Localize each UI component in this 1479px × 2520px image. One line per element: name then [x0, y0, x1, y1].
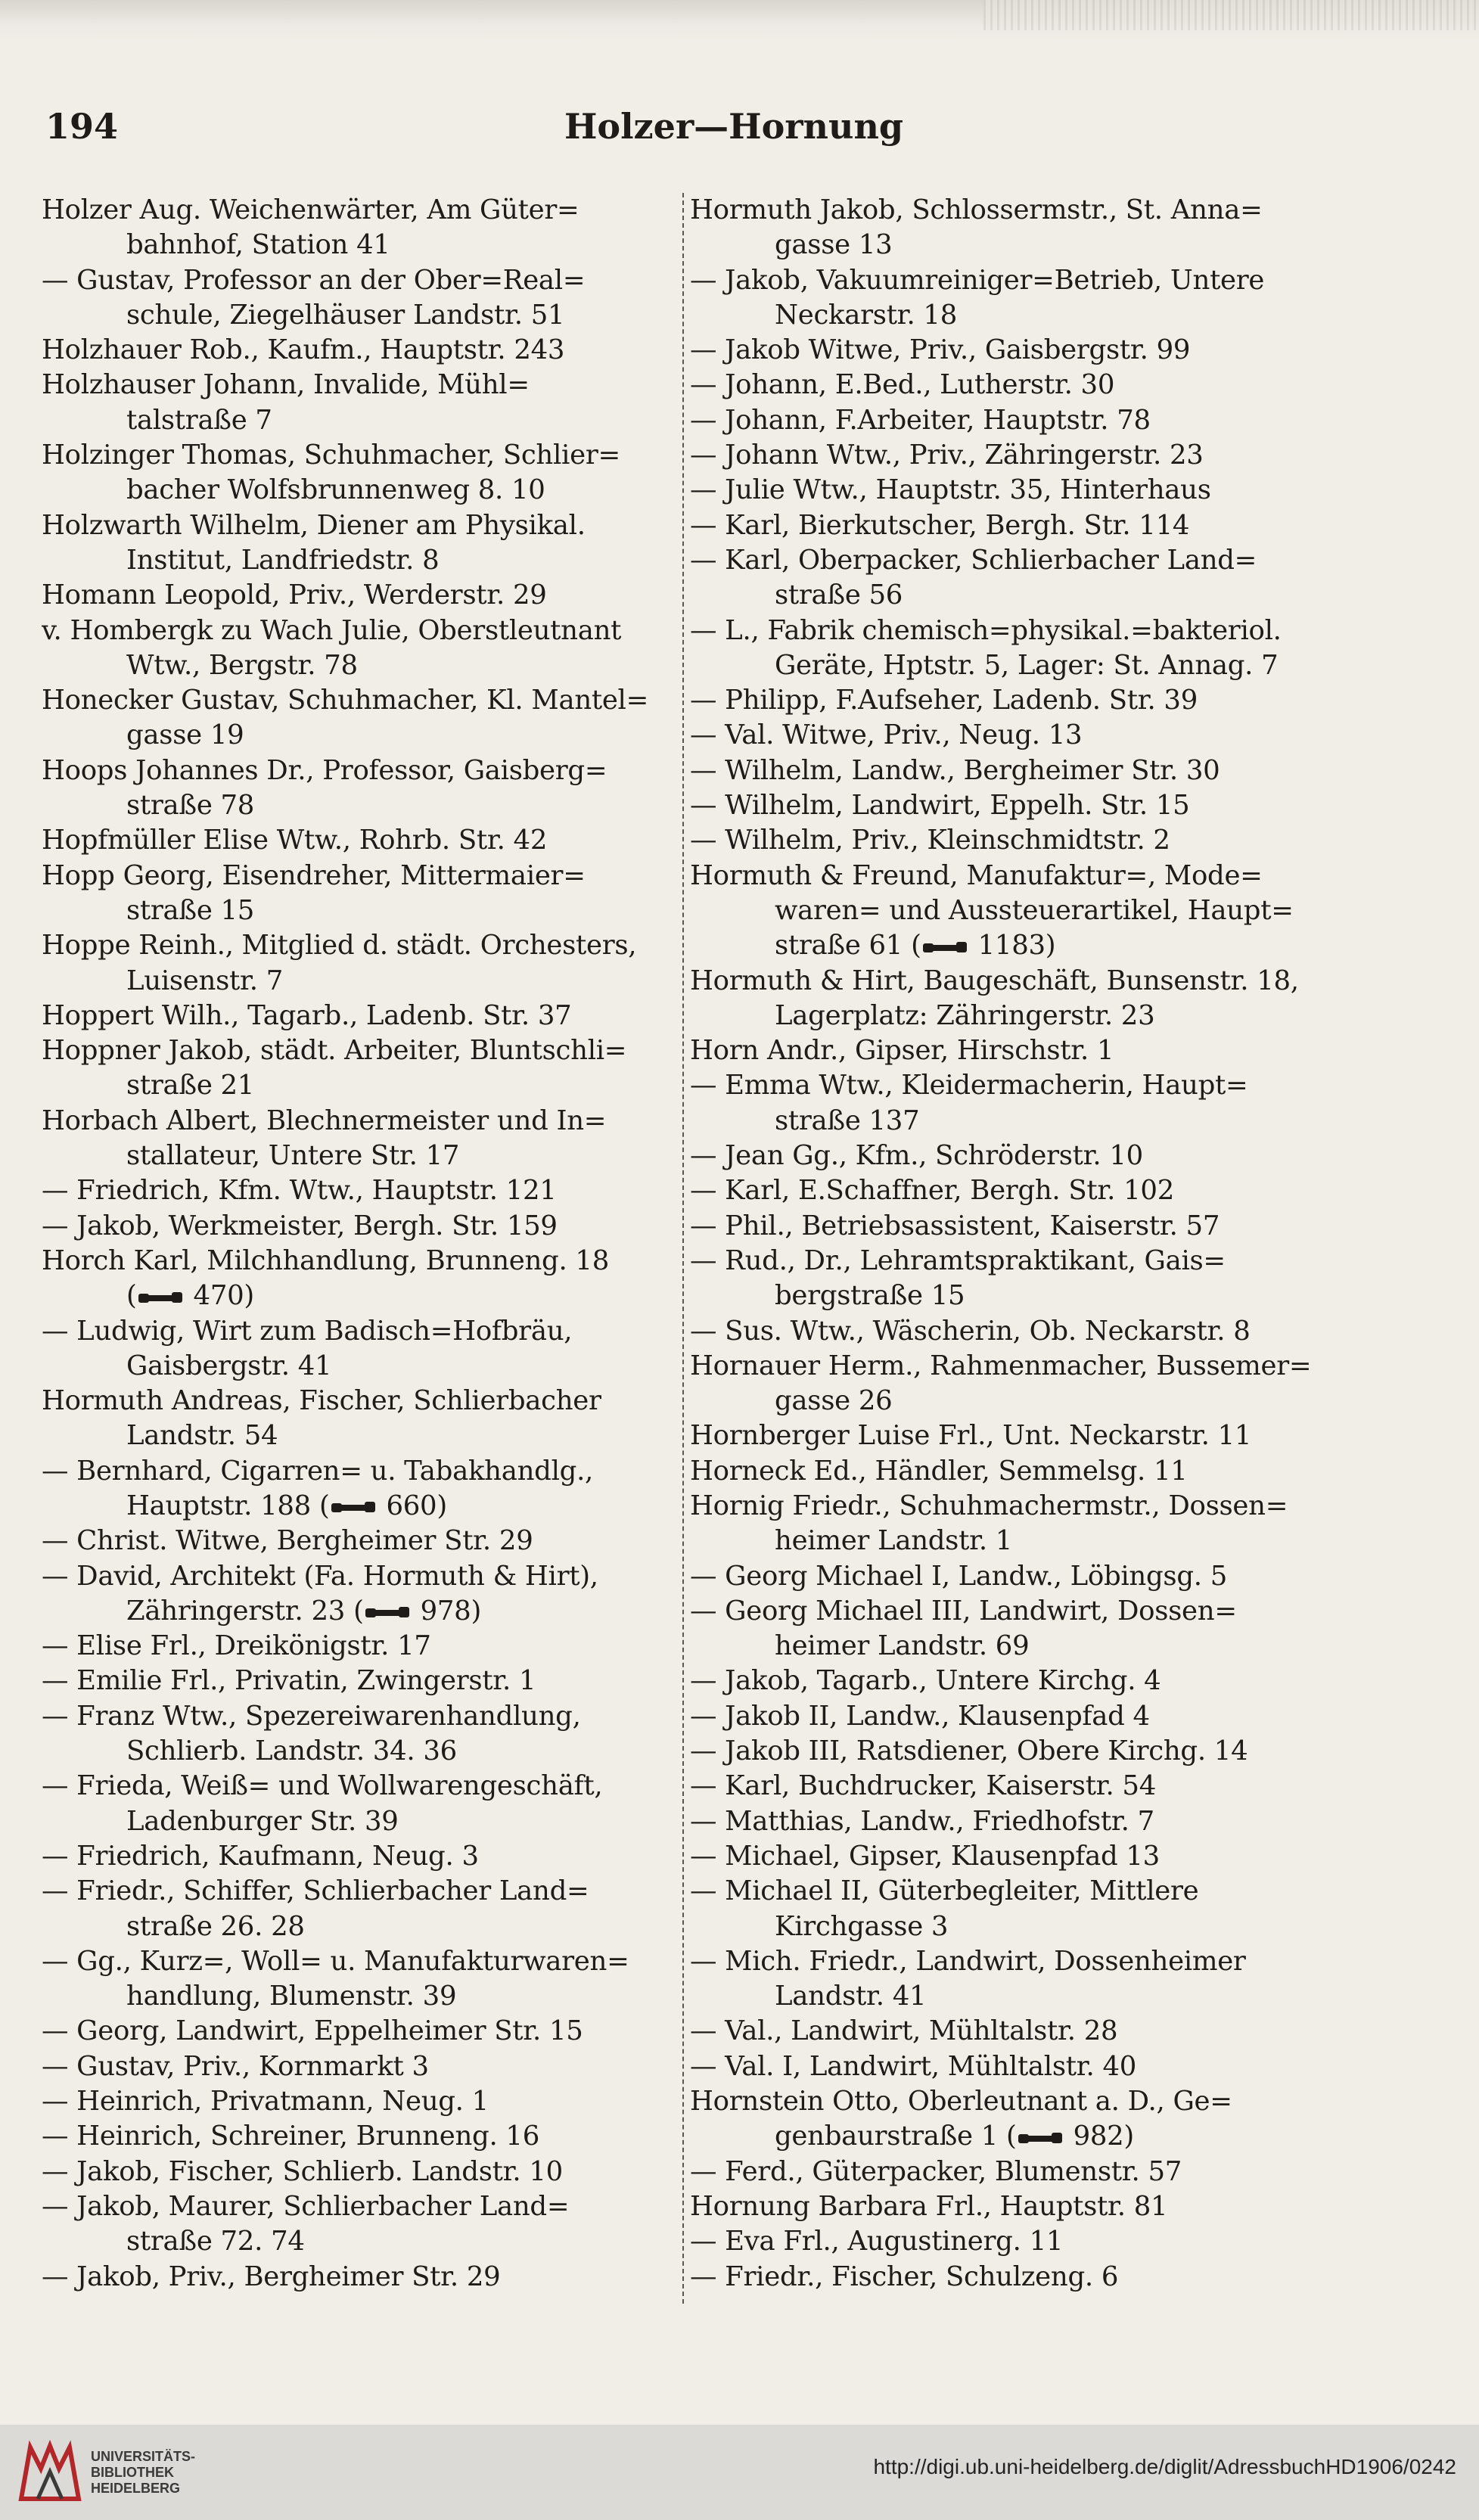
- entry-line: Honecker Gustav, Schuhmacher, Kl. Mantel=: [42, 685, 649, 716]
- directory-entry: [42, 1314, 677, 1384]
- directory-entry: [42, 1769, 677, 1839]
- directory-entry: [690, 754, 1341, 788]
- entry-continuation-line: gasse 13: [775, 229, 893, 261]
- entry-continuation-line: straße 56: [775, 580, 903, 611]
- directory-entry: [42, 508, 677, 579]
- entry-line: — Johann, F.Arbeiter, Hauptstr. 78: [690, 404, 1151, 436]
- entry-line: — Gustav, Priv., Kornmarkt 3: [42, 2050, 429, 2082]
- entry-continuation-line: straße 26. 28: [126, 1910, 305, 1942]
- directory-entry: [42, 2189, 677, 2260]
- entry-line: — Georg, Landwirt, Eppelheimer Str. 15: [42, 2015, 583, 2047]
- entry-line: — Karl, E.Schaffner, Bergh. Str. 102: [690, 1175, 1174, 1207]
- directory-entry: [42, 928, 677, 999]
- directory-entry: [690, 543, 1341, 614]
- entry-continuation-line: bacher Wolfsbrunnenweg 8. 10: [126, 474, 545, 506]
- entry-line: Hopfmüller Elise Wtw., Rohrb. Str. 42: [42, 825, 548, 856]
- entry-line: Hoppner Jakob, städt. Arbeiter, Bluntschli=: [42, 1035, 627, 1067]
- directory-entry: [690, 964, 1341, 1034]
- directory-entry: [42, 683, 677, 754]
- right-column: [690, 193, 1341, 2295]
- entry-line: — Frieda, Weiß= und Wollwarengeschäft,: [42, 1770, 603, 1802]
- directory-entry: [42, 2260, 677, 2295]
- library-name-line: HEIDELBERG: [91, 2481, 181, 2496]
- directory-entry: [690, 438, 1341, 473]
- entry-line: Horneck Ed., Händler, Semmelsg. 11: [690, 1455, 1188, 1487]
- directory-entry: [690, 1139, 1341, 1173]
- entry-line: Hormuth & Freund, Manufaktur=, Mode=: [690, 859, 1263, 891]
- directory-entry: [690, 1173, 1341, 1208]
- directory-entry: [690, 1944, 1341, 2015]
- entry-line: — Georg Michael I, Landw., Löbingsg. 5: [690, 1560, 1228, 1592]
- directory-entry: [42, 1173, 677, 1208]
- directory-entry: [690, 263, 1341, 334]
- directory-entry: [42, 1874, 677, 1944]
- directory-entry: [42, 1524, 677, 1558]
- entry-continuation-line: Landstr. 41: [775, 1981, 927, 2012]
- entry-line: Holzwarth Wilhelm, Diener am Physikal.: [42, 509, 586, 541]
- entry-line: — Heinrich, Privatmann, Neug. 1: [42, 2086, 489, 2118]
- entry-continuation-line: talstraße 7: [126, 404, 272, 436]
- page-number: 194: [45, 106, 119, 147]
- library-name: [91, 2449, 195, 2497]
- entry-line: — Mich. Friedr., Landwirt, Dossenheimer: [690, 1945, 1246, 1977]
- university-library-logo-icon: [15, 2438, 83, 2506]
- phone-number: 982): [1064, 2121, 1134, 2152]
- phone-number: 660): [378, 1490, 447, 1521]
- directory-entry: [42, 1454, 677, 1524]
- directory-entry: [42, 333, 677, 368]
- directory-entry: [690, 1874, 1341, 1944]
- entry-continuation-line: Schlierb. Landstr. 34. 36: [126, 1735, 457, 1767]
- entry-line: — Wilhelm, Landwirt, Eppelh. Str. 15: [690, 790, 1190, 822]
- entry-text: Zähringerstr. 23 (: [126, 1595, 364, 1627]
- telephone-receiver-icon: [364, 1603, 412, 1621]
- directory-entry: [690, 1209, 1341, 1244]
- running-title: Holzer—Hornung: [564, 106, 904, 147]
- entry-line: — Friedrich, Kfm. Wtw., Hauptstr. 121: [42, 1175, 557, 1207]
- entry-text: genbaurstraße 1 (: [775, 2121, 1017, 2152]
- directory-entry: [42, 1384, 677, 1454]
- directory-entry: [690, 1734, 1341, 1769]
- entry-line: — Gg., Kurz=, Woll= u. Manufakturwaren=: [42, 1945, 629, 1977]
- directory-entry: [690, 823, 1341, 858]
- entry-line: — Friedrich, Kaufmann, Neug. 3: [42, 1840, 479, 1872]
- entry-text: (: [126, 1280, 137, 1312]
- library-logo[interactable]: [15, 2438, 204, 2506]
- entry-line: Hopp Georg, Eisendreher, Mittermaier=: [42, 859, 586, 891]
- directory-entry: [690, 2224, 1341, 2259]
- entry-continuation-line: [42, 1594, 677, 1629]
- entry-line: — Karl, Buchdrucker, Kaiserstr. 54: [690, 1770, 1156, 1802]
- directory-entry: [42, 1244, 677, 1314]
- entry-line: — Karl, Oberpacker, Schlierbacher Land=: [690, 544, 1257, 576]
- directory-entry: [690, 2049, 1341, 2084]
- directory-entry: [690, 1489, 1341, 1559]
- entry-line: — Jakob Witwe, Priv., Gaisbergstr. 99: [690, 334, 1191, 366]
- entry-line: Holzhauer Rob., Kaufm., Hauptstr. 243: [42, 334, 565, 366]
- directory-entry: [690, 1068, 1341, 1139]
- entry-line: — Heinrich, Schreiner, Brunneng. 16: [42, 2121, 540, 2152]
- directory-entry: [42, 754, 677, 824]
- telephone-receiver-icon: [137, 1288, 185, 1307]
- entry-line: Homann Leopold, Priv., Werderstr. 29: [42, 580, 547, 611]
- directory-entry: [42, 1104, 677, 1174]
- entry-continuation-line: Wtw., Bergstr. 78: [126, 649, 358, 681]
- entry-continuation-line: Institut, Landfriedstr. 8: [126, 544, 440, 576]
- entry-line: — Gustav, Professor an der Ober=Real=: [42, 264, 586, 296]
- directory-entry: [690, 2189, 1341, 2224]
- directory-entry: [690, 718, 1341, 753]
- entry-continuation-line: schule, Ziegelhäuser Landstr. 51: [126, 299, 565, 331]
- directory-entry: [690, 859, 1341, 964]
- entry-text: Hauptstr. 188 (: [126, 1490, 330, 1521]
- directory-entry: [42, 2119, 677, 2154]
- directory-entry: [690, 1349, 1341, 1419]
- directory-entry: [42, 614, 677, 684]
- directory-entry: [690, 1594, 1341, 1664]
- entry-line: — Bernhard, Cigarren= u. Tabakhandlg.,: [42, 1455, 594, 1487]
- directory-entry: [690, 1699, 1341, 1734]
- entry-line: Hornstein Otto, Oberleutnant a. D., Ge=: [690, 2086, 1232, 2118]
- directory-entry: [690, 2260, 1341, 2295]
- directory-entry: [42, 2084, 677, 2119]
- entry-line: — Matthias, Landw., Friedhofstr. 7: [690, 1805, 1154, 1837]
- directory-entry: [690, 1314, 1341, 1349]
- telephone-receiver-icon: [1017, 2129, 1065, 2147]
- entry-line: — Karl, Bierkutscher, Bergh. Str. 114: [690, 509, 1190, 541]
- directory-entry: [42, 2049, 677, 2084]
- directory-entry: [690, 1804, 1341, 1839]
- left-column: [42, 193, 677, 2295]
- directory-entry: [690, 614, 1341, 684]
- directory-entry: [690, 1664, 1341, 1698]
- entry-line: Hornauer Herm., Rahmenmacher, Bussemer=: [690, 1350, 1312, 1381]
- entry-line: Hoppert Wilh., Tagarb., Ladenb. Str. 37: [42, 999, 572, 1031]
- entry-line: — Johann, E.Bed., Lutherstr. 30: [690, 369, 1115, 401]
- entry-line: Holzinger Thomas, Schuhmacher, Schlier=: [42, 440, 620, 471]
- directory-entry: [690, 683, 1341, 718]
- entry-line: — Friedr., Fischer, Schulzeng. 6: [690, 2261, 1119, 2292]
- entry-continuation-line: heimer Landstr. 1: [775, 1525, 1013, 1557]
- directory-entry: [690, 1769, 1341, 1804]
- directory-entry: [42, 1033, 677, 1104]
- entry-line: — Jean Gg., Kfm., Schröderstr. 10: [690, 1140, 1143, 1172]
- entry-line: Hoops Johannes Dr., Professor, Gaisberg=: [42, 754, 607, 786]
- entry-line: Hornung Barbara Frl., Hauptstr. 81: [690, 2190, 1168, 2222]
- entry-continuation-line: Ladenburger Str. 39: [126, 1805, 399, 1837]
- directory-entry: [42, 368, 677, 438]
- entry-line: Hormuth & Hirt, Baugeschäft, Bunsenstr. 18,: [690, 965, 1299, 996]
- entry-continuation-line: straße 78: [126, 790, 255, 822]
- entry-line: — Emilie Frl., Privatin, Zwingerstr. 1: [42, 1665, 536, 1697]
- directory-entry: [42, 438, 677, 508]
- directory-entry: [690, 1559, 1341, 1594]
- phone-number: 1183): [969, 930, 1056, 962]
- directory-entry: [42, 823, 677, 858]
- entry-line: — David, Architekt (Fa. Hormuth & Hirt),: [42, 1560, 598, 1592]
- directory-entry: [690, 1418, 1341, 1453]
- entry-continuation-line: [690, 928, 1341, 963]
- directory-entry: [690, 368, 1341, 402]
- entry-line: — Elise Frl., Dreikönigstr. 17: [42, 1630, 431, 1662]
- entry-continuation-line: [42, 1279, 677, 1313]
- directory-entry: [690, 788, 1341, 823]
- entry-continuation-line: Luisenstr. 7: [126, 965, 283, 996]
- directory-entry: [42, 999, 677, 1033]
- directory-entry: [690, 403, 1341, 438]
- entry-line: — Ludwig, Wirt zum Badisch=Hofbräu,: [42, 1315, 573, 1347]
- entry-continuation-line: heimer Landstr. 69: [775, 1630, 1030, 1662]
- entry-continuation-line: straße 137: [775, 1105, 920, 1136]
- entry-continuation-line: Gaisbergstr. 41: [126, 1350, 332, 1381]
- entry-continuation-line: straße 72. 74: [126, 2226, 305, 2257]
- entry-line: — Jakob, Fischer, Schlierb. Landstr. 10: [42, 2155, 563, 2187]
- entry-line: — Jakob II, Landw., Klausenpfad 4: [690, 1700, 1150, 1732]
- directory-entry: [42, 1839, 677, 1874]
- entry-line: Hormuth Andreas, Fischer, Schlierbacher: [42, 1385, 601, 1417]
- directory-entry: [690, 1033, 1341, 1068]
- entry-continuation-line: handlung, Blumenstr. 39: [126, 1981, 457, 2012]
- entry-line: Hormuth Jakob, Schlossermstr., St. Anna=: [690, 194, 1263, 225]
- entry-continuation-line: bahnhof, Station 41: [126, 229, 390, 261]
- entry-continuation-line: Geräte, Hptstr. 5, Lager: St. Annag. 7: [775, 649, 1279, 681]
- entry-continuation-line: Lagerplatz: Zähringerstr. 23: [775, 999, 1155, 1031]
- entry-continuation-line: [42, 1489, 677, 1524]
- entry-line: Horn Andr., Gipser, Hirschstr. 1: [690, 1035, 1114, 1067]
- entry-continuation-line: straße 21: [126, 1070, 255, 1102]
- entry-continuation-line: gasse 26: [775, 1385, 893, 1417]
- entry-line: Hornig Friedr., Schuhmachermstr., Dossen=: [690, 1490, 1288, 1521]
- directory-entry: [42, 1944, 677, 2015]
- telephone-receiver-icon: [330, 1498, 378, 1516]
- directory-entry: [690, 1244, 1341, 1314]
- entry-line: — Emma Wtw., Kleidermacherin, Haupt=: [690, 1070, 1248, 1102]
- entry-line: — Jakob, Werkmeister, Bergh. Str. 159: [42, 1210, 558, 1241]
- entry-line: — Rud., Dr., Lehramtspraktikant, Gais=: [690, 1244, 1226, 1276]
- entry-line: Hoppe Reinh., Mitglied d. städt. Orchesters,: [42, 930, 637, 962]
- page-header: [45, 106, 1422, 159]
- entry-line: Holzhauser Johann, Invalide, Mühl=: [42, 369, 530, 401]
- phone-number: 978): [412, 1595, 482, 1627]
- directory-entry: [42, 578, 677, 613]
- directory-entry: [42, 263, 677, 334]
- entry-line: — Phil., Betriebsassistent, Kaiserstr. 57: [690, 1210, 1220, 1241]
- entry-continuation-line: waren= und Aussteuerartikel, Haupt=: [775, 894, 1294, 926]
- entry-line: — Jakob, Maurer, Schlierbacher Land=: [42, 2190, 570, 2222]
- telephone-receiver-icon: [921, 938, 970, 956]
- entry-continuation-line: straße 15: [126, 894, 255, 926]
- scan-edge-noise: [983, 0, 1479, 30]
- entry-continuation-line: bergstraße 15: [775, 1280, 965, 1312]
- directory-entry: [690, 2014, 1341, 2049]
- directory-entry: [690, 473, 1341, 508]
- library-name-line: UNIVERSITÄTS-: [91, 2449, 196, 2464]
- column-divider: [682, 193, 684, 2304]
- directory-entry: [42, 859, 677, 929]
- entry-line: — Jakob, Tagarb., Untere Kirchg. 4: [690, 1665, 1161, 1697]
- directory-entry: [690, 333, 1341, 368]
- directory-entry: [690, 1454, 1341, 1489]
- entry-line: — Ferd., Güterpacker, Blumenstr. 57: [690, 2155, 1182, 2187]
- footer-bar: [0, 2425, 1479, 2520]
- entry-line: — Michael II, Güterbegleiter, Mittlere: [690, 1875, 1199, 1907]
- source-url-link[interactable]: http://digi.ub.uni-heidelberg.de/diglit/AdressbuchHD1906/0242: [873, 2455, 1456, 2478]
- entry-line: Horch Karl, Milchhandlung, Brunneng. 18: [42, 1244, 609, 1276]
- entry-line: — Johann Wtw., Priv., Zähringerstr. 23: [690, 440, 1204, 471]
- entry-continuation-line: stallateur, Untere Str. 17: [126, 1140, 460, 1172]
- entry-continuation-line: gasse 19: [126, 719, 244, 751]
- entry-line: — Christ. Witwe, Bergheimer Str. 29: [42, 1525, 533, 1557]
- directory-entry: [690, 1839, 1341, 1874]
- entry-line: — Val. I, Landwirt, Mühltalstr. 40: [690, 2050, 1137, 2082]
- entry-line: Holzer Aug. Weichenwärter, Am Güter=: [42, 194, 579, 225]
- entry-line: — Sus. Wtw., Wäscherin, Ob. Neckarstr. 8: [690, 1315, 1251, 1347]
- entry-line: — Friedr., Schiffer, Schlierbacher Land=: [42, 1875, 589, 1907]
- directory-entry: [42, 2014, 677, 2049]
- entry-line: Hornberger Luise Frl., Unt. Neckarstr. 11: [690, 1420, 1252, 1452]
- directory-entry: [42, 1209, 677, 1244]
- directory-entry: [690, 2084, 1341, 2155]
- entry-continuation-line: Neckarstr. 18: [775, 299, 957, 331]
- entry-line: — Jakob, Vakuumreiniger=Betrieb, Untere: [690, 264, 1265, 296]
- entry-line: — Philipp, F.Aufseher, Ladenb. Str. 39: [690, 685, 1198, 716]
- directory-entry: [42, 1664, 677, 1698]
- library-name-line: BIBLIOTHEK: [91, 2465, 174, 2480]
- entry-line: — Jakob III, Ratsdiener, Obere Kirchg. 14: [690, 1735, 1248, 1767]
- directory-entry: [42, 2155, 677, 2189]
- directory-entry: [42, 193, 677, 263]
- entry-line: — Val. Witwe, Priv., Neug. 13: [690, 719, 1083, 751]
- entry-line: — Val., Landwirt, Mühltalstr. 28: [690, 2015, 1118, 2047]
- directory-entry: [690, 2155, 1341, 2189]
- entry-continuation-line: Landstr. 54: [126, 1420, 278, 1452]
- entry-line: — Wilhelm, Landw., Bergheimer Str. 30: [690, 754, 1220, 786]
- entry-line: — L., Fabrik chemisch=physikal.=bakteriol.: [690, 614, 1282, 646]
- entry-continuation-line: [690, 2119, 1341, 2154]
- directory-entry: [42, 1629, 677, 1664]
- phone-number: 470): [185, 1280, 254, 1312]
- entry-line: — Julie Wtw., Hauptstr. 35, Hinterhaus: [690, 474, 1211, 506]
- entry-text: straße 61 (: [775, 930, 921, 962]
- directory-entry: [42, 1699, 677, 1770]
- entry-line: — Georg Michael III, Landwirt, Dossen=: [690, 1595, 1237, 1627]
- directory-entry: [690, 508, 1341, 543]
- entry-line: — Franz Wtw., Spezereiwarenhandlung,: [42, 1700, 581, 1732]
- entry-line: — Michael, Gipser, Klausenpfad 13: [690, 1840, 1160, 1872]
- entry-line: — Jakob, Priv., Bergheimer Str. 29: [42, 2261, 501, 2292]
- entry-continuation-line: Kirchgasse 3: [775, 1910, 949, 1942]
- entry-line: — Eva Frl., Augustinerg. 11: [690, 2226, 1064, 2257]
- entry-line: — Wilhelm, Priv., Kleinschmidtstr. 2: [690, 825, 1170, 856]
- entry-line: Horbach Albert, Blechnermeister und In=: [42, 1105, 607, 1136]
- entry-line: v. Hombergk zu Wach Julie, Oberstleutnant: [42, 614, 622, 646]
- directory-entry: [690, 193, 1341, 263]
- directory-entry: [42, 1559, 677, 1630]
